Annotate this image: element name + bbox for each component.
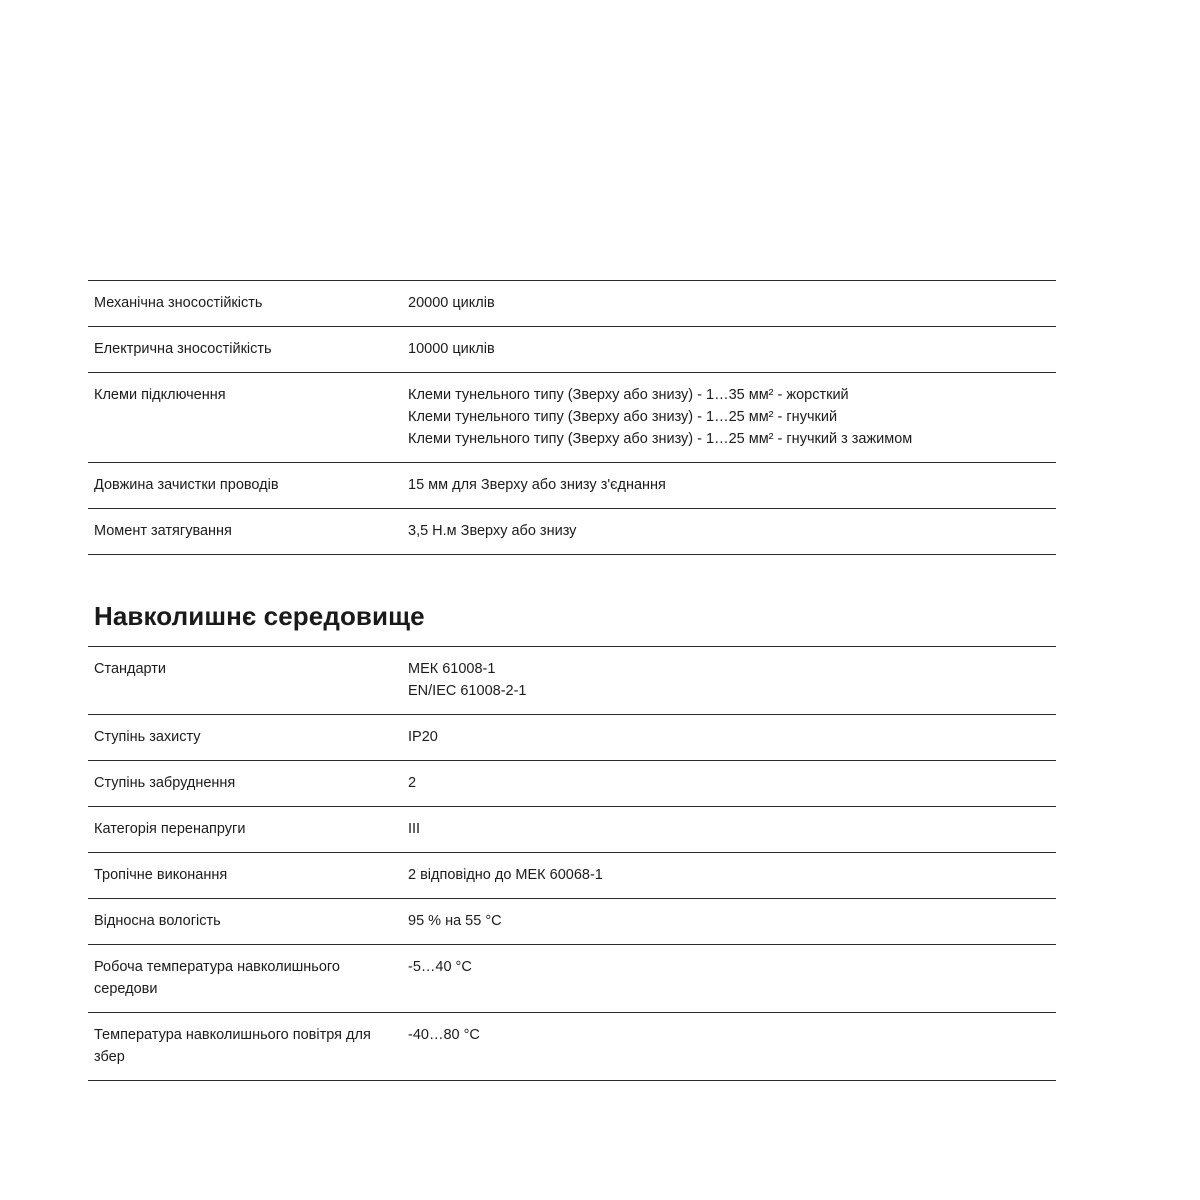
table-row — [88, 761, 1056, 807]
row-label: Відносна вологість — [94, 913, 221, 929]
value-line: 10000 циклів — [408, 341, 495, 357]
table-body — [88, 281, 1056, 555]
value-line: 2 — [408, 775, 417, 791]
row-value — [406, 899, 1056, 945]
row-value — [406, 463, 1056, 509]
row-label: Довжина зачистки проводів — [94, 477, 279, 493]
row-label: Температура навколишнього повітря для збер — [94, 1027, 371, 1065]
value-line: 3,5 Н.м Зверху або знизу — [408, 523, 577, 539]
table-body — [88, 647, 1056, 1081]
row-label: Клеми підключення — [94, 387, 226, 403]
row-label: Стандарти — [94, 661, 167, 677]
row-value — [406, 509, 1056, 555]
document-content — [88, 280, 1056, 1081]
table-row — [88, 463, 1056, 509]
row-label: Ступінь захисту — [94, 729, 201, 745]
row-value — [406, 281, 1056, 327]
section-heading-environment: Навколишнє середовище — [94, 601, 425, 631]
table-row — [88, 1013, 1056, 1081]
value-line: Клеми тунельного типу (Зверху або знизу) - 1…25 мм² - гнучкий з зажимом — [408, 431, 913, 447]
value-line: 20000 циклів — [408, 295, 495, 311]
table-row — [88, 647, 1056, 715]
value-line: -40…80 °C — [408, 1027, 480, 1043]
table-row — [88, 281, 1056, 327]
specifications-table-environment — [88, 646, 1056, 1081]
table-row — [88, 373, 1056, 463]
value-line: 15 мм для Зверху або знизу з'єднання — [408, 477, 666, 493]
row-label: Електрична зносостійкість — [94, 341, 272, 357]
value-line: Клеми тунельного типу (Зверху або знизу) - 1…35 мм² - жорсткий — [408, 387, 849, 403]
table-row — [88, 807, 1056, 853]
table-row — [88, 509, 1056, 555]
row-label: Тропічне виконання — [94, 867, 228, 883]
table-row — [88, 715, 1056, 761]
row-value — [406, 647, 1056, 715]
value-line: 95 % на 55 °C — [408, 913, 502, 929]
row-value — [406, 715, 1056, 761]
row-value — [406, 1013, 1056, 1081]
value-line: IP20 — [408, 729, 438, 745]
row-value — [406, 373, 1056, 463]
value-line: 2 відповідно до МЕК 60068-1 — [408, 867, 603, 883]
value-line: МЕК 61008-1 — [408, 661, 496, 677]
row-value — [406, 807, 1056, 853]
row-label: Робоча температура навколишнього середови — [94, 959, 340, 997]
row-label: Категорія перенапруги — [94, 821, 246, 837]
row-label: Механічна зносостійкість — [94, 295, 263, 311]
row-value — [406, 327, 1056, 373]
specifications-table-mechanical — [88, 280, 1056, 555]
value-line: III — [408, 821, 421, 837]
table-row — [88, 853, 1056, 899]
value-line: Клеми тунельного типу (Зверху або знизу) - 1…25 мм² - гнучкий — [408, 409, 838, 425]
table-row — [88, 899, 1056, 945]
table-row — [88, 327, 1056, 373]
value-line: -5…40 °C — [408, 959, 472, 975]
row-value — [406, 945, 1056, 1013]
table-row — [88, 945, 1056, 1013]
row-label: Ступінь забруднення — [94, 775, 236, 791]
row-value — [406, 853, 1056, 899]
row-value — [406, 761, 1056, 807]
row-label: Момент затягування — [94, 523, 232, 539]
value-line: EN/IEC 61008-2-1 — [408, 683, 527, 699]
